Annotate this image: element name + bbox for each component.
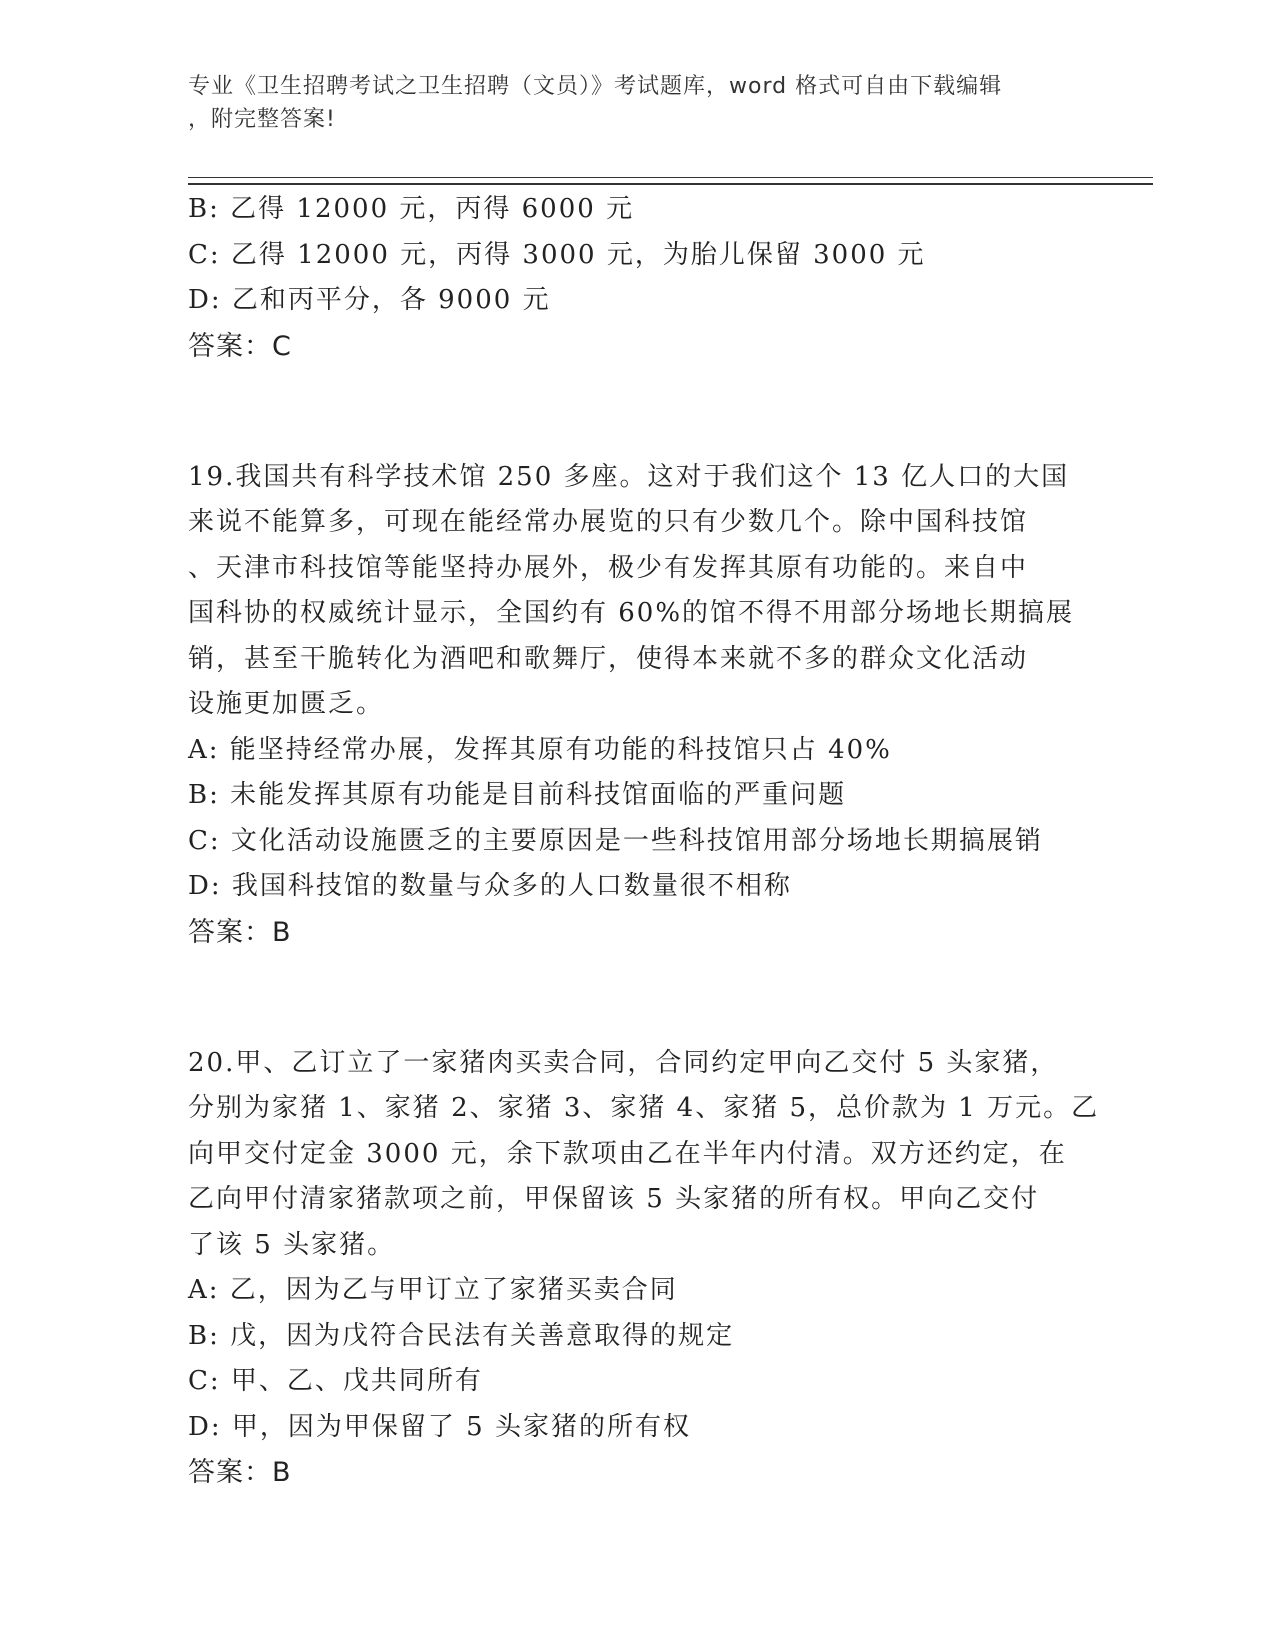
option-c: C: 乙得 12000 元，丙得 3000 元，为胎儿保留 3000 元	[188, 239, 926, 270]
question-20	[188, 1041, 1100, 1496]
question-stem-line: 了该 5 头家猪。	[188, 1229, 396, 1260]
question-stem-line: 20.甲、乙订立了一家猪肉买卖合同，合同约定甲向乙交付 5 头家猪，	[188, 1047, 1059, 1078]
question-stem-line: 、天津市科技馆等能坚持办展外，极少有发挥其原有功能的。来自中	[188, 552, 1029, 583]
document-body	[188, 187, 1100, 1495]
option-d: D: 甲，因为甲保留了 5 头家猪的所有权	[188, 1411, 691, 1442]
option-d: D: 我国科技馆的数量与众多的人口数量很不相称	[188, 871, 792, 901]
option-c: C: 文化活动设施匮乏的主要原因是一些科技馆用部分场地长期搞展销	[188, 825, 1043, 856]
option-a: A: 乙，因为乙与甲订立了家猪买卖合同	[188, 1275, 678, 1305]
question-stem-line: 19.我国共有科学技术馆 250 多座。这对于我们这个 13 亿人口的大国	[188, 461, 1070, 492]
option-b: B: 戊，因为戊符合民法有关善意取得的规定	[188, 1320, 735, 1351]
option-d: D: 乙和丙平分，各 9000 元	[188, 285, 551, 315]
answer-line: 答案：B	[188, 916, 292, 948]
option-b: B: 未能发挥其原有功能是目前科技馆面临的严重问题	[188, 780, 847, 810]
spacer	[188, 955, 1088, 1041]
option-c: C: 甲、乙、戊共同所有	[188, 1366, 483, 1396]
question-stem-line: 分别为家猪 1、家猪 2、家猪 3、家猪 4、家猪 5，总价款为 1 万元。乙	[188, 1093, 1100, 1123]
option-a: A: 能坚持经常办展，发挥其原有功能的科技馆只占 40%	[188, 734, 892, 765]
question-stem-line: 乙向甲付清家猪款项之前，甲保留该 5 头家猪的所有权。甲向乙交付	[188, 1184, 1040, 1214]
spacer	[188, 369, 1088, 455]
previous-question	[188, 187, 1088, 369]
header-divider-thick	[188, 183, 1153, 185]
header-divider-thin	[188, 177, 1153, 178]
document-header	[188, 70, 1068, 136]
question-19	[188, 455, 1088, 955]
option-b: B: 乙得 12000 元，丙得 6000 元	[188, 194, 635, 224]
question-stem-line: 销，甚至干脆转化为酒吧和歌舞厅，使得本来就不多的群众文化活动	[188, 643, 1029, 674]
header-line-1: 专业《卫生招聘考试之卫生招聘（文员）》考试题库，word 格式可自由下载编辑	[188, 74, 1003, 99]
answer-line: 答案：B	[188, 1457, 292, 1488]
question-stem-line: 向甲交付定金 3000 元，余下款项由乙在半年内付清。双方还约定，在	[188, 1138, 1067, 1169]
answer-line: 答案：C	[188, 330, 292, 362]
question-stem-line: 来说不能算多，可现在能经常办展览的只有少数几个。除中国科技馆	[188, 507, 1029, 537]
header-line-2: ，附完整答案!	[188, 107, 336, 132]
question-stem-line: 国科协的权威统计显示，全国约有 60%的馆不得不用部分场地长期搞展	[188, 598, 1075, 628]
question-stem-line: 设施更加匮乏。	[188, 689, 385, 719]
